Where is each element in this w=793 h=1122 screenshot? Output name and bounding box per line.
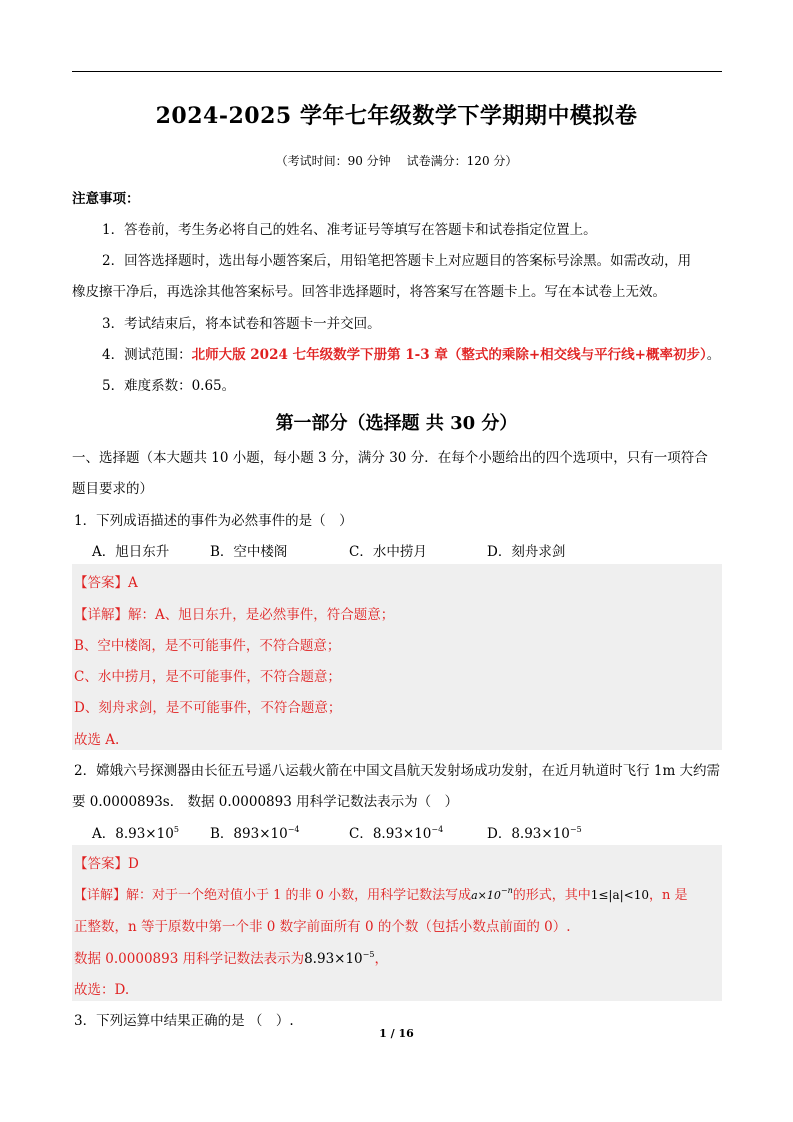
notice-item-3: 3．考试结束后，将本试卷和答题卡一并交回。 (102, 316, 381, 332)
exam-time: （考试时间：90 分钟 (275, 154, 391, 168)
q2-option-c (349, 822, 443, 842)
q2-detail-3 (74, 947, 388, 967)
q2-detail-3-post: ， (374, 951, 388, 967)
page-number: 1 / 16 (379, 1027, 414, 1040)
exam-subtitle (0, 152, 793, 169)
q2-detail-3-formula (304, 951, 374, 967)
exam-score: 试卷满分：120 分） (406, 154, 518, 168)
q1-option-c: C．水中捞月 (349, 544, 427, 560)
q1-option-b: B．空中楼阁 (210, 544, 288, 560)
q2-detail-1-formula-base: a×10 (471, 889, 501, 902)
q1-detail-3: C、水中捞月，是不可能事件，不符合题意； (74, 669, 341, 685)
q1-answer: 【答案】A (74, 575, 138, 591)
q1-stem: 1．下列成语描述的事件为必然事件的是（ ） (74, 513, 353, 529)
q2-option-c-base: 8.93×10 (372, 826, 432, 842)
header-rule (72, 71, 722, 72)
q2-option-a-base: 8.93×10 (115, 826, 174, 842)
notice-item-1: 1．答卷前，考生务必将自己的姓名、准考证号等填写在答题卡和试卷指定位置上。 (102, 222, 597, 238)
q1-detail-5: 故选 A. (74, 732, 120, 748)
q2-option-b-exp: −4 (287, 825, 300, 834)
q2-answer: 【答案】D (74, 856, 139, 872)
q2-detail-1-pre: 【详解】解：对于一个绝对值小于 1 的非 0 小数，用科学记数法写成 (74, 888, 472, 903)
q2-option-b (210, 822, 299, 842)
section-intro-b: 题目要求的） (72, 481, 153, 497)
q2-option-a-label: A． (92, 826, 116, 842)
q1-detail-1: 【详解】解：A、旭日东升，是必然事件，符合题意； (74, 607, 395, 623)
notice-item-4-prefix: 4．测试范围： (102, 347, 192, 363)
notice-item-5: 5．难度系数：0.65。 (102, 378, 236, 394)
notice-item-2a: 2．回答选择题时，选出每小题答案后，用铅笔把答题卡上对应题目的答案标号涂黑。如需改动，用 (102, 253, 692, 269)
q1-answer-box (72, 564, 722, 750)
notice-item-4 (102, 343, 720, 363)
q2-detail-3-pre: 数据 0.0000893 用科学记数法表示为 (74, 951, 305, 967)
q2-option-a (92, 822, 179, 842)
q2-detail-2: 正整数，n 等于原数中第一个非 0 数字前面所有 0 的个数（包括小数点前面的 0）. (74, 919, 571, 935)
q2-detail-1 (74, 884, 688, 903)
q2-detail-1-post: ，n 是 (649, 888, 688, 903)
q2-stem-a: 2．嫦娥六号探测器由长征五号遥八运载火箭在中国文昌航天发射场成功发射，在近月轨道时飞行 1m 大约需 (74, 763, 721, 779)
q2-detail-1-formula-exp: −n (500, 886, 513, 895)
q1-option-d: D．刻舟求剑 (487, 544, 566, 560)
q2-option-d (487, 822, 582, 842)
q2-stem-b: 要 0.0000893s． 数据 0.0000893 用科学记数法表示为（ ） (72, 794, 459, 810)
q2-detail-1-mid: 的形式，其中 (512, 888, 591, 903)
q3-stem: 3．下列运算中结果正确的是 （ ）. (74, 1013, 294, 1029)
q2-detail-4: 故选：D. (74, 982, 130, 998)
section-intro-a: 一、选择题（本大题共 10 小题，每小题 3 分，满分 30 分．在每个小题给出的四个选项中，只有一项符合 (72, 450, 708, 466)
q2-detail-3-exp: −5 (362, 950, 375, 959)
q2-option-c-label: C． (349, 826, 373, 842)
q2-option-c-exp: −4 (431, 825, 444, 834)
q1-detail-4: D、刻舟求剑，是不可能事件，不符合题意； (74, 700, 342, 716)
section-title: 第一部分（选择题 共 30 分） (275, 413, 518, 434)
q2-option-b-label: B． (210, 826, 234, 842)
q1-detail-2: B、空中楼阁，是不可能事件，不符合题意； (74, 638, 341, 654)
notice-heading: 注意事项： (72, 191, 140, 207)
exam-title: 2024-2025 学年七年级数学下学期期中模拟卷 (155, 103, 638, 129)
notice-item-4-suffix: 。 (706, 347, 721, 363)
q2-option-d-exp: −5 (569, 825, 582, 834)
q2-detail-3-base: 8.93×10 (304, 951, 363, 967)
q2-option-a-exp: 5 (173, 825, 179, 834)
q2-detail-1-range: 1≤|a|<10 (590, 888, 649, 902)
q2-option-b-base: 893×10 (233, 826, 288, 842)
notice-item-4-range: 北师大版 2024 七年级数学下册第 1-3 章（整式的乘除+相交线与平行线+概率初步） (191, 347, 707, 363)
notice-item-2b: 橡皮擦干净后，再选涂其他答案标号。回答非选择题时，将答案写在答题卡上。写在本试卷上无效。 (72, 284, 666, 300)
q2-option-d-label: D． (487, 826, 512, 842)
q2-detail-1-formula (471, 886, 513, 902)
q2-option-d-base: 8.93×10 (511, 826, 570, 842)
q1-option-a: A．旭日东升 (92, 544, 170, 560)
